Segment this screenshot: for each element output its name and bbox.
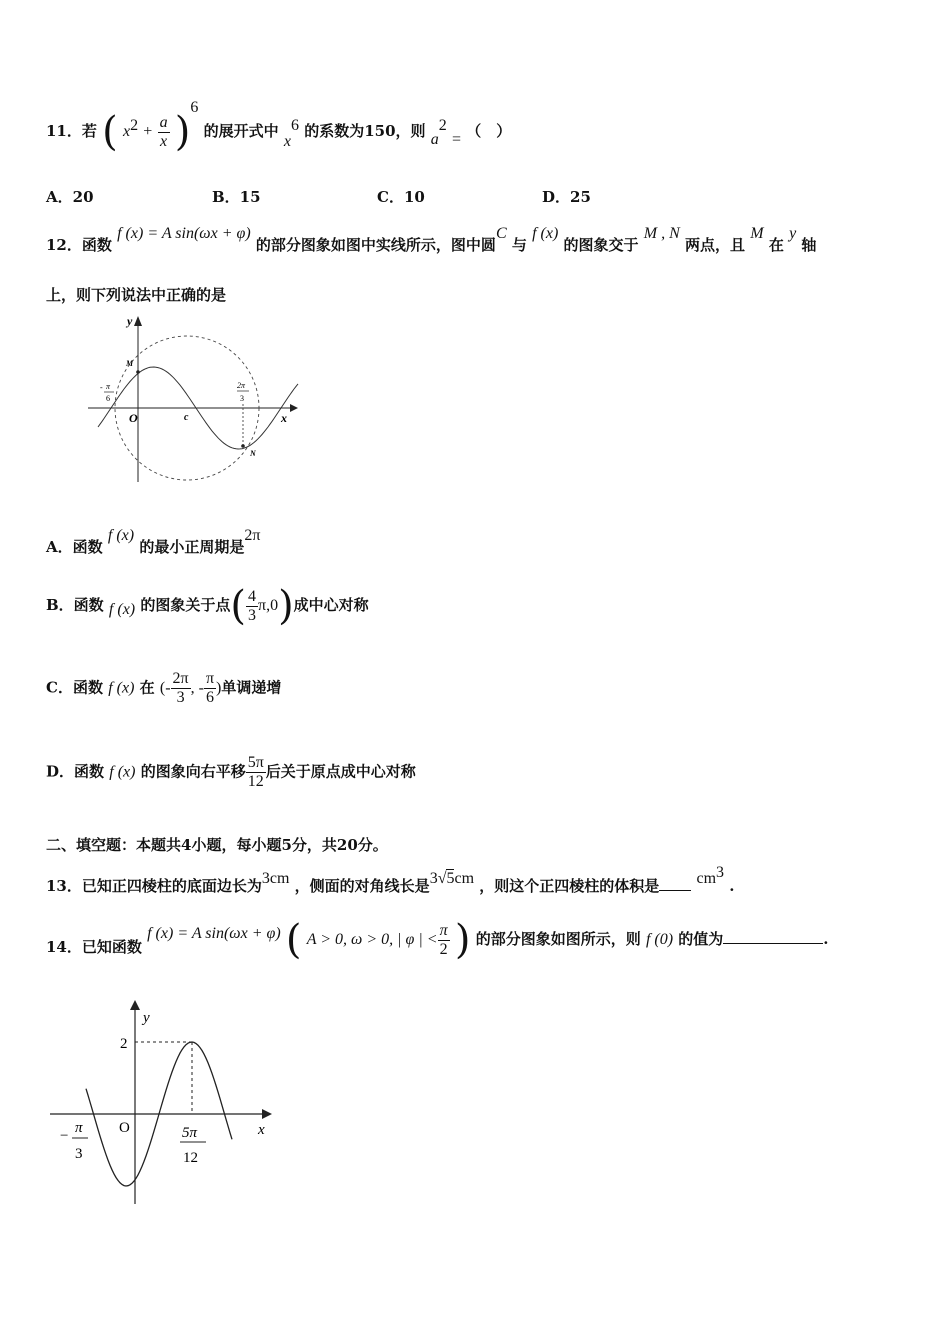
q12-optC-frac1 bbox=[171, 670, 191, 707]
q12-optC-d2: 6 bbox=[205, 689, 214, 706]
q14-cond-frac bbox=[438, 922, 450, 959]
q12-optC-pre: C．函数 bbox=[46, 678, 103, 697]
q14-line bbox=[46, 917, 829, 963]
q11-ans-exp: 2 bbox=[438, 117, 447, 134]
q11-option-d: D．25 bbox=[542, 188, 591, 206]
q13-unit: cm bbox=[696, 870, 717, 887]
q12-optB-fx: f (x) bbox=[108, 601, 136, 618]
q11-term-exp: 6 bbox=[291, 117, 299, 134]
q12-optB-pre: B．函数 bbox=[46, 596, 104, 614]
q12-y: y bbox=[789, 225, 797, 242]
q12-optD-fx: f (x) bbox=[109, 763, 136, 781]
q14-y-arrow bbox=[130, 1000, 140, 1010]
q13-line bbox=[46, 864, 735, 895]
q11-line bbox=[46, 99, 512, 155]
q11-frac-den: x bbox=[160, 132, 168, 150]
q12-points: M , N bbox=[643, 225, 680, 242]
q11-text1: 的展开式中 bbox=[203, 122, 279, 140]
q11-number: 11．若 bbox=[46, 122, 97, 140]
q11-frac-num: a bbox=[159, 113, 168, 131]
q12-optB-frac bbox=[246, 588, 258, 625]
q12-2pi3-num: 2π bbox=[237, 381, 246, 390]
q12-x-arrow bbox=[290, 404, 298, 412]
q12-neg-sign: - bbox=[100, 383, 103, 392]
q12-option-c bbox=[46, 670, 281, 707]
q12-optC-frac2 bbox=[204, 670, 216, 707]
q12-optC-text: 在 bbox=[139, 678, 155, 697]
q12-circle-c: C bbox=[495, 225, 507, 242]
q11-right-paren: ) bbox=[174, 109, 191, 155]
q12-optC-mid: , - bbox=[190, 679, 204, 697]
q12-optB-num: 4 bbox=[247, 587, 256, 605]
q12-option-a bbox=[46, 524, 261, 556]
q14-neg-den: 3 bbox=[75, 1146, 83, 1162]
q14-cond-den: 2 bbox=[439, 940, 448, 958]
q11-option-a: A．20 bbox=[46, 188, 94, 206]
q12-neg-pi6-den: 6 bbox=[106, 394, 110, 403]
q12-point-n bbox=[241, 444, 245, 448]
q12-2pi3-den: 3 bbox=[240, 394, 244, 403]
q12-line1 bbox=[46, 222, 817, 254]
q13-end: . bbox=[729, 877, 735, 895]
q12-y-arrow bbox=[134, 316, 142, 326]
q12-optB-tail: 成中心对称 bbox=[293, 596, 369, 614]
q11-ans-eq: = bbox=[452, 131, 462, 148]
q12-y-label: y bbox=[127, 314, 133, 328]
q12-text2: 与 bbox=[511, 236, 527, 254]
q13-unit-exp: 3 bbox=[716, 864, 725, 881]
q14-number: 14．已知函数 bbox=[46, 938, 142, 956]
q12-optC-open: (- bbox=[159, 679, 171, 697]
q12-optB-rest: π,0 bbox=[257, 597, 279, 614]
q12-neg-pi6-num: π bbox=[106, 382, 111, 391]
q14-o-label: O bbox=[119, 1120, 130, 1136]
q14-graph bbox=[46, 998, 286, 1213]
q13-number: 13．已知正四棱柱的底面边长为 bbox=[46, 877, 262, 895]
q12-optD-num: 5π bbox=[247, 754, 264, 771]
q12-graph bbox=[86, 312, 306, 488]
q12-optC-d1: 3 bbox=[176, 689, 185, 706]
q13-diag-root: 5 bbox=[446, 870, 455, 887]
q14-end: . bbox=[823, 930, 829, 948]
q14-text1: 的部分图象如图所示，则 bbox=[475, 930, 641, 948]
q12-option-b bbox=[46, 583, 369, 629]
q12-optC-n1: 2π bbox=[172, 670, 189, 687]
q14-x-arrow bbox=[262, 1109, 272, 1119]
q11-left-paren: ( bbox=[102, 109, 118, 155]
q13-diag-coef: 3 bbox=[429, 870, 438, 887]
q12-text6: 轴 bbox=[801, 236, 817, 254]
q11-expr-plus: + bbox=[143, 123, 153, 140]
q12-optC-fx: f (x) bbox=[108, 679, 135, 697]
q12-c-label: c bbox=[184, 412, 189, 423]
q12-point-m bbox=[136, 370, 140, 374]
q13-text2: ，则这个正四棱柱的体积是 bbox=[479, 877, 660, 895]
q12-optD-text: 的图象向右平移 bbox=[140, 762, 246, 781]
q12-optA-val: 2π bbox=[244, 527, 261, 544]
q14-cond: A > 0, ω > 0, | φ | < bbox=[306, 931, 438, 948]
q11-ans-a: a bbox=[430, 131, 439, 148]
q14-y-label: y bbox=[143, 1010, 150, 1026]
q12-optD-pre: D．函数 bbox=[46, 762, 105, 781]
q12-text4: 两点，且 bbox=[685, 236, 746, 254]
q14-x-label: x bbox=[258, 1122, 265, 1138]
q14-pos-den: 12 bbox=[183, 1150, 198, 1166]
q11-pow: 6 bbox=[190, 99, 199, 116]
q13-base: 3cm bbox=[261, 870, 290, 887]
q12-optC-close: ) bbox=[216, 679, 222, 697]
q12-optB-rparen: ) bbox=[278, 583, 294, 629]
q12-m-label: M bbox=[126, 359, 134, 368]
q13-text1: ，侧面的对角线长是 bbox=[294, 877, 430, 895]
q12-text1: 的部分图象如图中实线所示，图中圆 bbox=[255, 236, 496, 254]
q14-two-label: 2 bbox=[120, 1036, 128, 1052]
q12-optD-den: 12 bbox=[247, 773, 264, 790]
q12-line2: 上，则下列说法中正确的是 bbox=[46, 286, 227, 304]
q11-term-x: x bbox=[283, 133, 291, 150]
q13-sqrt: √ bbox=[437, 870, 447, 887]
q12-number: 12．函数 bbox=[46, 236, 112, 254]
q14-rparen: ) bbox=[454, 917, 471, 963]
q12-optA-pre: A．函数 bbox=[46, 538, 103, 556]
section2-heading: 二、填空题：本题共4小题，每小题5分，共20分。 bbox=[46, 836, 388, 854]
q11-text2: 的系数为150，则 bbox=[304, 122, 426, 140]
q12-optA-text: 的最小正周期是 bbox=[139, 538, 245, 556]
q14-neg-sign: − bbox=[60, 1128, 69, 1144]
q11-paren: （ ） bbox=[466, 122, 512, 140]
q13-answer-blank[interactable] bbox=[659, 890, 691, 891]
q14-cond-num: π bbox=[439, 921, 448, 939]
q11-option-b: B．15 bbox=[212, 188, 261, 206]
q12-optB-text: 的图象关于点 bbox=[140, 596, 231, 614]
q14-answer-blank[interactable] bbox=[723, 943, 823, 944]
q12-func: f (x) = A sin(ωx + φ) bbox=[117, 225, 251, 242]
q12-m: M bbox=[750, 225, 764, 242]
q12-optB-den: 3 bbox=[247, 606, 256, 624]
q12-option-d bbox=[46, 754, 416, 791]
q14-func: f (x) = A sin(ωx + φ) bbox=[147, 925, 281, 942]
q12-optD-tail: 后关于原点成中心对称 bbox=[265, 762, 416, 781]
q12-text3: 的图象交于 bbox=[563, 236, 639, 254]
q12-fx: f (x) bbox=[532, 225, 559, 242]
q12-o-label: O bbox=[129, 411, 138, 425]
q14-pos-num: 5π bbox=[182, 1125, 198, 1141]
q11-expr-exp2: 2 bbox=[130, 117, 139, 134]
q14-lparen: ( bbox=[285, 917, 302, 963]
q11-option-c: C．10 bbox=[377, 188, 425, 206]
q12-optB-lparen: ( bbox=[230, 583, 246, 629]
q12-optC-n2: π bbox=[205, 670, 215, 687]
q14-neg-num: π bbox=[75, 1120, 83, 1136]
q13-diag-unit: cm bbox=[454, 870, 475, 887]
q11-expr-x: x bbox=[122, 123, 131, 140]
q12-optA-fx: f (x) bbox=[107, 527, 135, 544]
q14-f0: f (0) bbox=[645, 931, 674, 948]
q14-text2: 的值为 bbox=[678, 930, 724, 948]
q12-optC-tail: 单调递增 bbox=[221, 678, 282, 697]
q11-fraction bbox=[158, 114, 170, 151]
q12-optD-frac bbox=[246, 754, 266, 791]
q12-text5: 在 bbox=[768, 236, 784, 254]
q12-n-label: N bbox=[250, 449, 256, 458]
q12-x-label: x bbox=[281, 411, 287, 425]
